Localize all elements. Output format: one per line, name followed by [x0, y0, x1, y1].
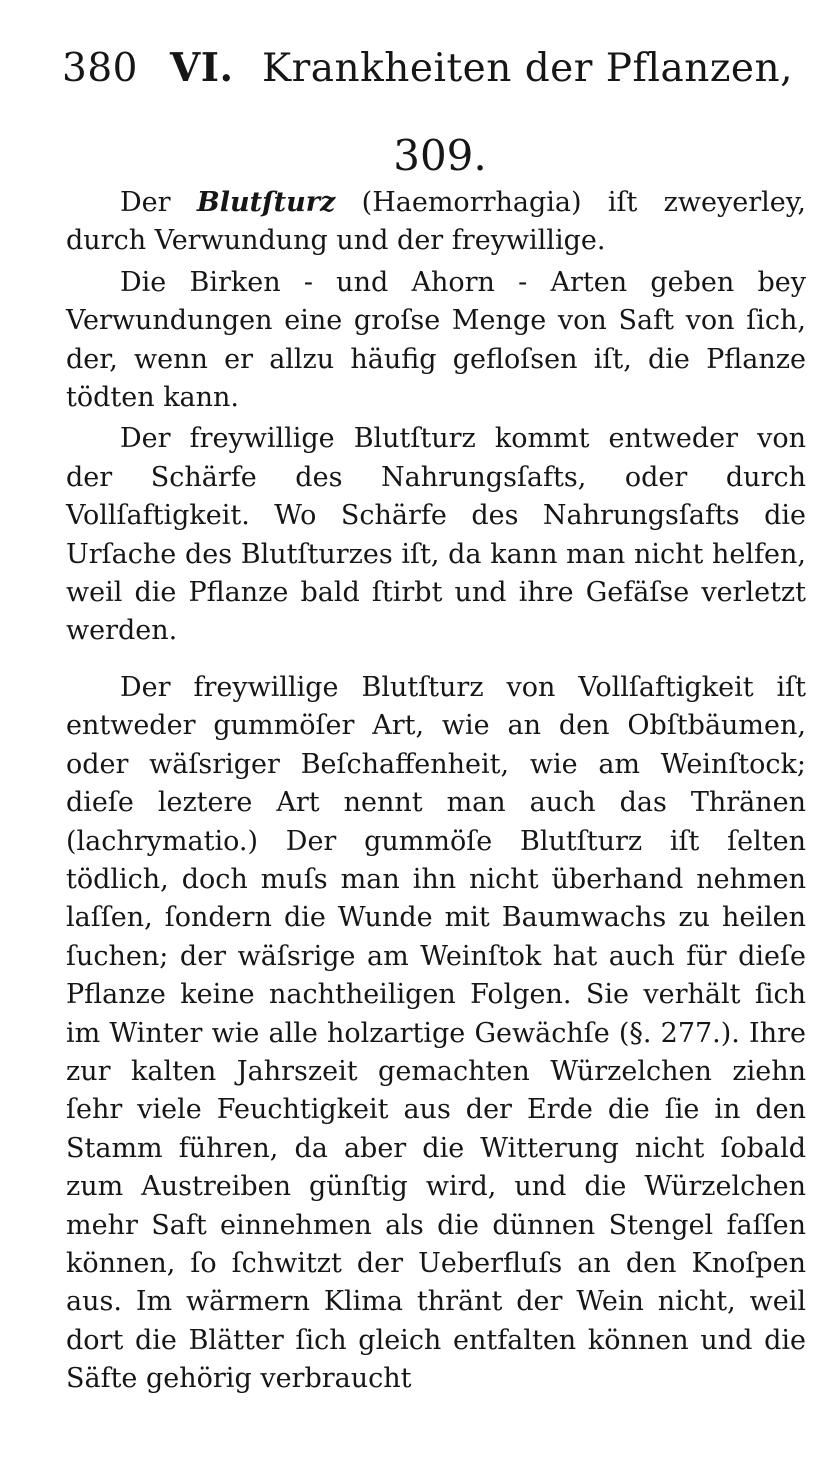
page-number: 380 — [62, 46, 138, 91]
emphasized-term: Blutſturz — [196, 187, 336, 218]
body-text — [66, 184, 806, 1399]
paragraph-1 — [66, 184, 806, 261]
paragraph-3: Der freywillige Blutſturz kommt entweder von der Schärfe des Nahrungsſafts, oder durch Vollſaftigkeit. Wo Schärfe des Nahrungsſafts die Urſache des Blutſturzes iſt, da kann man nicht helfen, weil die Pflanze bald ſtirbt und ihre Gefäſse verletzt werden. — [66, 423, 806, 647]
paragraph-2: Die Birken - und Ahorn - Arten geben bey Verwundungen eine groſse Menge von Saft von ſich, der, wenn er allzu häufig gefloſsen iſt, die Pflanze tödten kann. — [66, 266, 806, 414]
paragraph-1-lead: Der — [120, 187, 197, 218]
chapter-number: VI. — [170, 45, 234, 91]
paragraph-4: Der freywillige Blutſturz von Vollſaftigkeit iſt entweder gummöſer Art, wie an den Obſtbäumen, oder wäſsriger Beſchaffenheit, wie am Weinſtock; dieſe leztere Art nennt man auch das Thränen (lachrymatio.) Der gummöſe Blutſturz iſt ſelten tödlich, doch muſs man ihn nicht überhand nehmen laſſen, ſondern die Wunde mit Baumwachs zu heilen ſuchen; der wäſsrige am Weinſtok hat auch für dieſe Pflanze keine nachtheiligen Folgen. Sie verhält ſich im Winter wie alle holzartige Gewächſe (§. 277.). Ihre zur kalten Jahrszeit gemachten Würzelchen ziehn ſehr viele Feuchtigkeit aus der Erde die ſie in den Stamm führen, da aber die Witterung nicht ſobald zum Austreiben günſtig wird, und die Würzelchen mehr Saft einnehmen als die dünnen Stengel faſſen können, ſo ſchwitzt der Ueberfluſs an den Knoſpen aus. Im wärmern Klima thränt der Wein nicht, weil dort die Blätter ſich gleich entfalten können und die Säfte gehörig verbraucht — [66, 671, 806, 1395]
chapter-title: Krankheiten der Pflanzen, — [262, 46, 793, 91]
section-number: 309. — [393, 131, 487, 180]
paragraph-1-text: (Haemorrhagia) iſt zweyerley, durch Verwundung und der freywillige. — [66, 187, 806, 257]
running-head — [62, 38, 802, 98]
